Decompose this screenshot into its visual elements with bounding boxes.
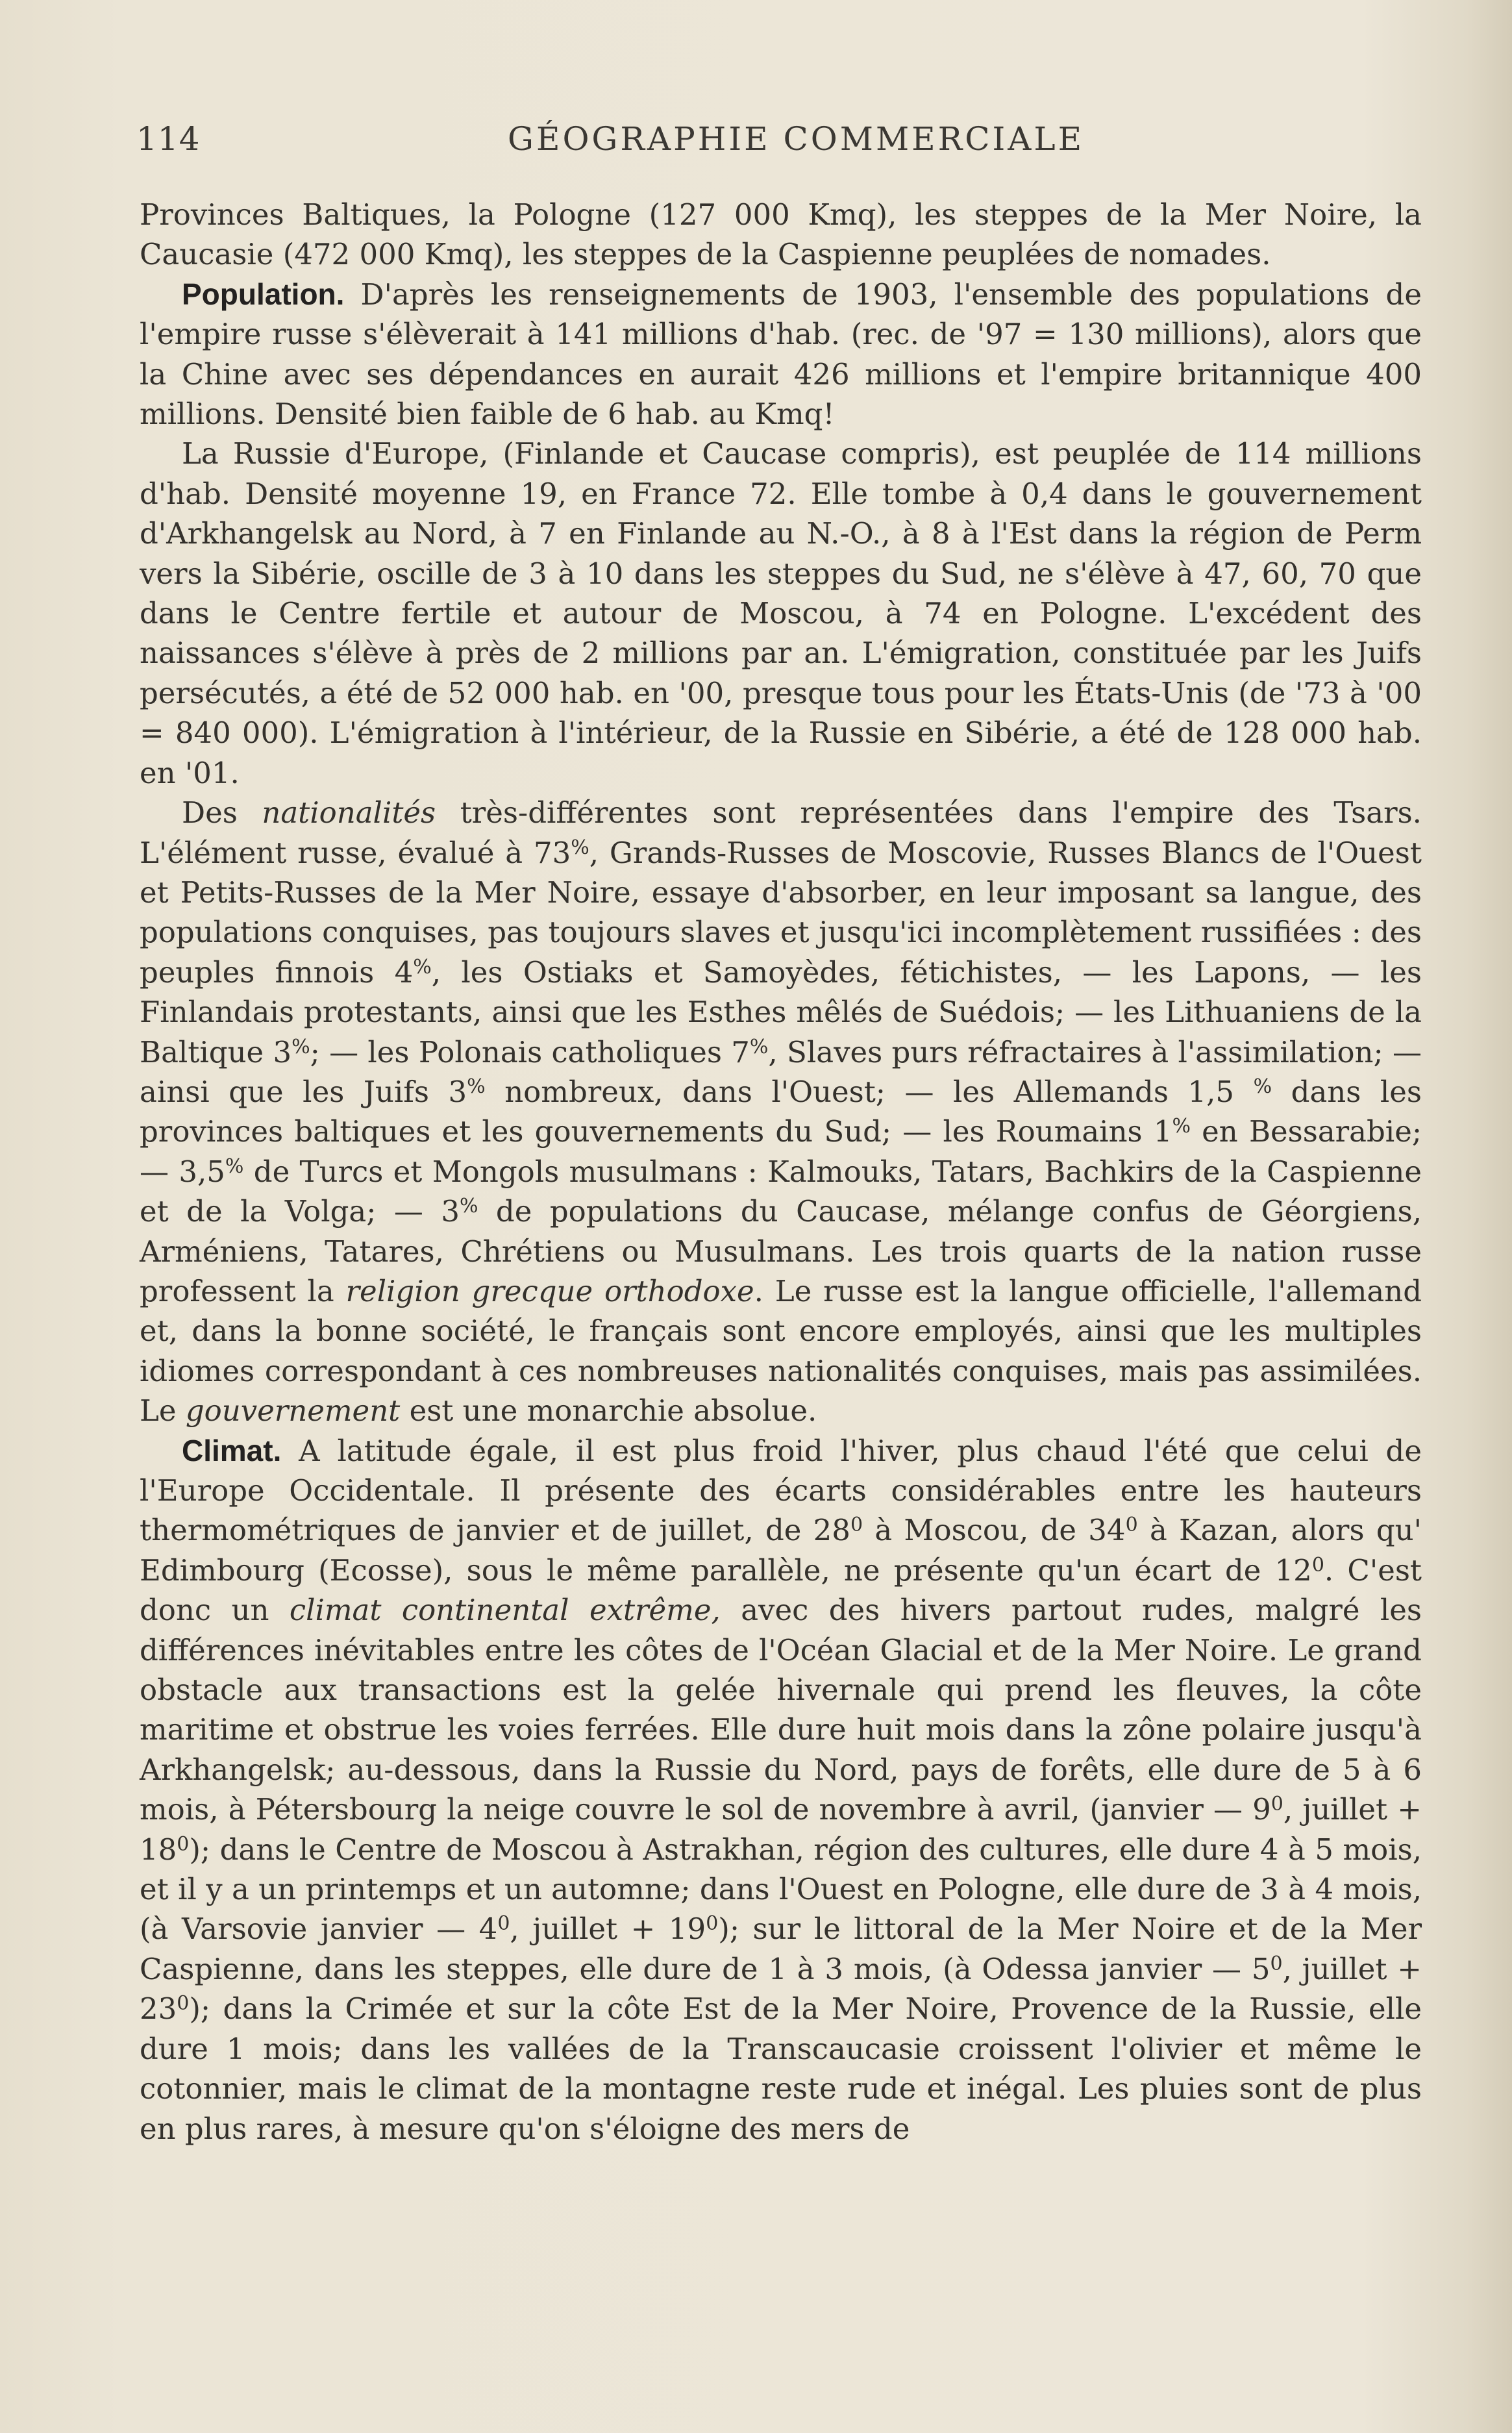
percent-sign: % xyxy=(413,955,432,979)
paragraph-russie-europe xyxy=(140,434,1422,793)
running-header xyxy=(136,120,1370,159)
degree-mark: 0 xyxy=(706,1912,719,1936)
text-run: . Le russe est la langue officielle, l'allemand et, dans la bonne société, le français sont encore employés, ainsi que les multiples idiomes correspondant à ces nombreuses nationalités conquises, mais pas assimilées. Le xyxy=(140,1273,1422,1429)
text-run: nombreux, dans l'Ouest; — les Allemands 1,5 xyxy=(485,1074,1254,1109)
text-run: . C'est donc un xyxy=(140,1553,1422,1628)
text-run: dans les provinces baltiques et les gouvernements du Sud; — les Roumains 1 xyxy=(140,1074,1422,1149)
degree-mark: 0 xyxy=(1270,1793,1283,1816)
text-run: à Moscou, de 34 xyxy=(863,1513,1126,1548)
degree-mark: 0 xyxy=(177,1832,190,1856)
paragraph-nationalites xyxy=(140,793,1422,1431)
text-run: ); dans la Crimée et sur la côte Est de la Mer Noire, Provence de la Russie, elle dure 1 mois; dans les vallées de la Transcaucasie croissent l'olivier et même le cotonnier, mais le climat de la montagne reste rude et inégal. Les pluies sont de plus en plus rares, à mesure qu'on s'éloigne des mers de xyxy=(140,1991,1422,2146)
text-run: ; — les Polonais catholiques 7 xyxy=(310,1034,750,1069)
text-run: , juillet + 19 xyxy=(510,1912,706,1947)
running-title: GÉOGRAPHIE COMMERCIALE xyxy=(508,120,1085,158)
degree-mark: 0 xyxy=(1125,1514,1138,1537)
paragraph-climat xyxy=(140,1431,1422,2149)
text-run: , Slaves purs réfractaires à l'assimilation; — ainsi que les Juifs 3 xyxy=(140,1034,1422,1109)
text-run: , les Ostiaks et Samoyèdes, fétichistes, — les Lapons, — les Finlandais protestants, ainsi que les Esthes mêlés de Suédois; — les Lithuaniens de la Baltique 3 xyxy=(140,954,1422,1069)
percent-sign: % xyxy=(291,1035,310,1058)
paragraph-text: Provinces Baltiques, la Pologne (127 000 Kmq), les steppes de la Mer Noire, la Caucasie (472 000 Kmq), les steppes de la Caspienne peuplées de nomades. xyxy=(140,197,1422,272)
percent-sign: % xyxy=(459,1195,478,1218)
italic-term: religion grecque orthodoxe xyxy=(345,1273,754,1308)
italic-term: nationalités xyxy=(262,795,436,830)
text-run: ); sur le littoral de la Mer Noire et de la Mer Caspienne, dans les steppes, elle dure de 1 à 3 mois, (à Odessa janvier — 5 xyxy=(140,1912,1422,1986)
percent-sign: % xyxy=(571,836,589,859)
text-run: ); dans le Centre de Moscou à Astrakhan, région des cultures, elle dure 4 à 5 mois, et il y a un printemps et un automne; dans l'Ouest en Pologne, elle dure de 3 à 4 mois, (à Varsovie janvier — 4 xyxy=(140,1832,1422,1947)
text-run: , juillet + 18 xyxy=(140,1792,1422,1867)
text-run: à Kazan, alors qu' Edimbourg (Ecosse), sous le même parallèle, ne présente qu'un écart de 12 xyxy=(140,1513,1422,1588)
text-run: , juillet + 23 xyxy=(140,1951,1422,2027)
text-run: , Grands-Russes de Moscovie, Russes Blancs de l'Ouest et Petits-Russes de la Mer Noire, essaye d'absorber, en leur imposant sa langue, des populations conquises, pas toujours slaves et jusqu'ici incomplètement russifiées : des peuples finnois 4 xyxy=(140,835,1422,990)
text-run: en Bessarabie; — 3,5 xyxy=(140,1114,1422,1189)
percent-sign: % xyxy=(1172,1115,1191,1138)
paragraph-provinces xyxy=(140,195,1422,275)
italic-term: gouvernement xyxy=(185,1393,401,1429)
paragraph-text: La Russie d'Europe, (Finlande et Caucase compris), est peuplée de 114 millions d'hab. Densité moyenne 19, en France 72. Elle tombe à 0,4 dans le gouvernement d'Arkhangelsk au Nord, à 7 en Finlande au N.-O., à 8 à l'Est dans la région de Perm vers la Sibérie, oscille de 3 à 10 dans les steppes du Sud, ne s'élève à 47, 60, 70 que dans le Centre fertile et autour de Moscou, à 74 en Pologne. L'excédent des naissances s'élève à près de 2 millions par an. L'émigration, constituée par les Juifs persécutés, a été de 52 000 hab. en '00, presque tous pour les États-Unis (de '73 à '00 = 840 000). L'émigration à l'intérieur, de la Russie en Sibérie, a été de 128 000 hab. en '01. xyxy=(140,436,1422,790)
text-run: de Turcs et Mongols musulmans : Kalmouks, Tatars, Bachkirs de la Caspienne et de la Volga; — 3 xyxy=(140,1154,1422,1229)
text-run: A latitude égale, il est plus froid l'hiver, plus chaud l'été que celui de l'Europe Occidentale. Il présente des écarts considérables entre les hauteurs thermométriques de janvier et de juillet, de 28 xyxy=(140,1433,1422,1548)
text-run: de populations du Caucase, mélange confus de Géorgiens, Arméniens, Tatares, Chrétiens ou Musulmans. Les trois quarts de la nation russe professent la xyxy=(140,1194,1422,1308)
percent-sign: % xyxy=(749,1035,769,1058)
degree-mark: 0 xyxy=(1311,1553,1324,1577)
percent-sign: % xyxy=(467,1075,486,1098)
percent-sign: % xyxy=(225,1154,244,1178)
degree-mark: 0 xyxy=(1270,1952,1283,1975)
text-run: avec des hivers partout rudes, malgré les différences inévitables entre les côtes de l'Océan Glacial et de la Mer Noire. Le grand obstacle aux transactions est la gelée hivernale qui prend les fleuves, la côte maritime et obstrue les voies ferrées. Elle dure huit mois dans la zône polaire jusqu'à Arkhangelsk; au-dessous, dans la Russie du Nord, pays de forêts, elle dure de 5 à 6 mois, à Pétersbourg la neige couvre le sol de novembre à avril, (janvier — 9 xyxy=(140,1593,1422,1827)
section-heading-population: Population. xyxy=(182,277,345,311)
degree-mark: 0 xyxy=(850,1514,863,1537)
body-text xyxy=(140,195,1422,2149)
degree-mark: 0 xyxy=(177,1992,190,2015)
percent-sign: % xyxy=(1253,1075,1272,1098)
text-run: est une monarchie absolue. xyxy=(400,1393,817,1429)
section-heading-climat: Climat. xyxy=(182,1433,282,1467)
degree-mark: 0 xyxy=(497,1912,510,1936)
paragraph-text: D'après les renseignements de 1903, l'ensemble des populations de l'empire russe s'élèverait à 141 millions d'hab. (rec. de '97 = 130 millions), alors que la Chine avec ses dépendances en aurait 426 millions et l'empire britannique 400 millions. Densité bien faible de 6 hab. au Kmq! xyxy=(140,277,1422,432)
page-number: 114 xyxy=(136,120,201,158)
italic-term: climat continental extrême, xyxy=(289,1593,721,1628)
text-run: Des xyxy=(182,795,262,830)
paragraph-population xyxy=(140,275,1422,434)
text-run: très-différentes sont représentées dans l'empire des Tsars. L'élément russe, évalué à 73 xyxy=(140,795,1422,870)
